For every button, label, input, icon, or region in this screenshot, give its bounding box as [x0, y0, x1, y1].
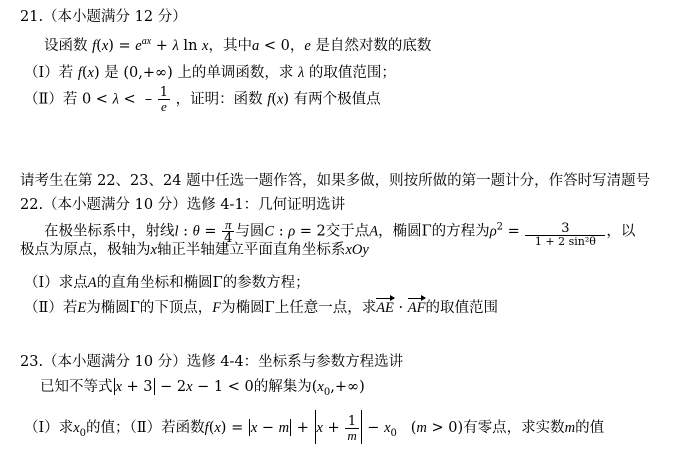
q21-part1: （Ⅰ）若 f(x) 是 (0,+∞) 上的单调函数，求 λ 的取值范围； [24, 65, 396, 81]
fraction-1-over-m: $\frac{1}{m}$ [347, 413, 357, 443]
instructions-text: 请考生在第 22、23、24 题中任选一题作答，如果多做，则按所做的第一题计分，作答时写清题号 [20, 173, 651, 189]
q23-line1: 已知不等式 x + 3 − 2x − 1 < 0的解集为$(x_0,+\infty)$ [40, 379, 365, 398]
q21-header: 21.（本小题满分 12 分） [20, 9, 187, 25]
q22-header: 22.（本小题满分 10 分）选修 4-1：几何证明选讲 [20, 197, 346, 213]
q22-line2: 极点为原点，极轴为x轴正半轴建立平面直角坐标系xOy [20, 242, 369, 258]
vector-af: AF [407, 300, 426, 316]
fraction-pi-over-4: $\frac{\pi}{4}$ [224, 217, 233, 246]
q23-header: 23.（本小题满分 10 分）选修 4-4：坐标系与参数方程选讲 [20, 354, 404, 370]
q21-intro: 设函数 $f(x) = e^{ax} + \lambda$ ln x，其中a < 0，e 是自然对数的底数 [44, 36, 432, 54]
q22-part1: （Ⅰ）求点A的直角坐标和椭圆Γ的参数方程； [24, 275, 310, 291]
q22-line1: 在极坐标系中，射线l : θ = $\frac{\pi}{4}$ 与圆C : ρ = 2交于点A，椭圆Γ的方程为$\rho^2$ = $\frac{3}{\text{1 + 2 sin²θ}}$ ，以 [44, 217, 636, 248]
fraction-3-over-denominator: $\frac{3}{\text{1 + 2 sin²θ}}$ [525, 222, 605, 242]
q22-part2: （Ⅱ）若E为椭圆Γ的下顶点，F为椭圆Γ上任意一点，求AE · AF的取值范围 [24, 300, 498, 316]
vector-ae: AE [376, 300, 394, 316]
q23-part1: （Ⅰ）求$x_0$的值；（Ⅱ）若函数f(x) = x − m + x + $\frac{1}{m}$ − $x_0$ (m > 0)有零点，求实数m的值 [24, 410, 604, 444]
fraction-1-over-e: $\frac{1}{e}$ [159, 85, 168, 114]
q21-part2: （Ⅱ）若 0 < λ < – $\frac{1}{e}$ ，证明：函数 f(x) 有两个极值点 [24, 85, 381, 114]
